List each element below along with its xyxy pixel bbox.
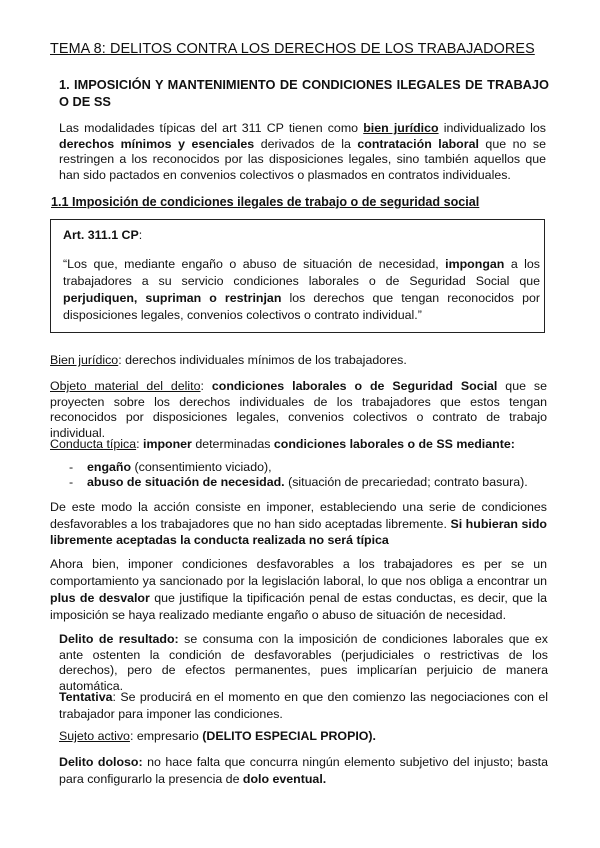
text-run: que justifique la tipificación penal de estas conductas, es decir, que la imposición se haya realizado mediante engaño o abuso de situación de necesidad. [50, 591, 547, 622]
subsection-heading: 1.1 Imposición de condiciones ilegales de trabajo o de seguridad social [51, 195, 480, 209]
text-run: (consentimiento viciado), [131, 460, 272, 474]
text-run: Ahora bien, imponer condiciones desfavorables a los trabajadores es per se un comportamiento ya sancionado por la legislación laboral, lo que nos obliga a encontrar un [50, 557, 547, 588]
text-run: De este modo la acción consiste en imponer, estableciendo una serie de condiciones desfavorables a los trabajadores que no han sido aceptadas libremente. [50, 500, 547, 531]
bold-text: impongan [445, 257, 505, 271]
bold-text: imponer [143, 437, 192, 451]
sujeto-activo-line [59, 729, 548, 745]
bold-text: Delito de resultado: [59, 632, 179, 646]
accion-paragraph [50, 499, 547, 549]
bold-text: bien jurídico [363, 121, 439, 135]
objeto-material-paragraph [50, 379, 547, 441]
bold-text: dolo eventual. [242, 771, 327, 786]
bold-text: plus de desvalor [50, 591, 150, 605]
bold-text: Si hubieran sido libremente aceptadas la conducta realizada no será típica [50, 516, 548, 547]
list-item-text [87, 460, 272, 476]
text-run: determinadas [191, 437, 274, 451]
text-run: los derechos que tengan reconocidos por disposiciones legales, convenios colectivos o contrato individual.” [63, 291, 540, 322]
bold-text: Tentativa [59, 690, 113, 704]
article-box [50, 219, 545, 333]
list-dash: - [69, 460, 74, 474]
term-label: Sujeto activo [59, 729, 130, 743]
term-label: Bien jurídico [50, 353, 119, 367]
bold-text: engaño [87, 460, 132, 474]
delito-doloso-paragraph [59, 754, 548, 787]
text-run: que se proyecten sobre los derechos individuales de los trabajadores que estos tengan reconocidos por disposiciones legales, convenios colectivos o contrato de trabajo individual. [50, 379, 547, 440]
article-ref: Art. 311.1 CP [63, 228, 139, 242]
bold-text: condiciones laborales o de Seguridad Social [211, 379, 498, 393]
bold-text: abuso de situación de necesidad. [87, 475, 285, 489]
text-run: : [138, 228, 143, 242]
bien-juridico-line [50, 353, 550, 369]
text-run: individualizado los [438, 121, 546, 135]
text-run: : derechos individuales mínimos de los trabajadores. [118, 353, 407, 367]
page-title: TEMA 8: DELITOS CONTRA LOS DERECHOS DE LOS TRABAJADORES [50, 41, 535, 57]
article-heading [63, 228, 142, 244]
list-item-text [87, 475, 528, 491]
text-run: : Se producirá en el momento en que den comienzo las negociaciones con el trabajador para imponer las condiciones. [59, 690, 548, 721]
term-label: Conducta típica [50, 437, 137, 451]
term-label: Objeto material del delito [50, 379, 201, 393]
text-run: se consuma con la imposición de condiciones laborales que ex ante ostenten la condición de desfavorables (perjudiciales o restrictivas de los derechos), pero de efectos permanentes, pues implicarían perjuicio de manera automática. [59, 632, 548, 693]
text-run: : [136, 437, 143, 451]
conducta-tipica-line [50, 437, 550, 453]
text-run: que no se restringen a los reconocidos por las disposiciones legales, sino también aquellos que han sido pactados en convenios colectivos o plasmados en contratos individuales. [59, 136, 546, 182]
text-run: derivados de la [254, 136, 358, 151]
article-quote [63, 256, 540, 324]
bold-text: Delito doloso: [59, 755, 143, 769]
bold-text: condiciones laborales o de SS mediante: [273, 437, 515, 451]
text-run: (situación de precariedad; contrato basura). [284, 475, 528, 489]
bold-text: perjudiquen, supriman o restrinjan [63, 291, 282, 305]
text-run: : [200, 379, 212, 393]
text-run: “Los que, mediante engaño o abuso de situación de necesidad, [63, 257, 446, 271]
section-heading: 1. IMPOSICIÓN Y MANTENIMIENTO DE CONDICIONES ILEGALES DE TRABAJO O DE SS [59, 77, 549, 109]
tentativa-paragraph [59, 689, 548, 722]
plus-desvalor-paragraph [50, 556, 547, 624]
bold-text: (DELITO ESPECIAL PROPIO). [202, 729, 376, 743]
text-run: a los trabajadores a su servicio condiciones laborales o de Seguridad Social que [63, 257, 541, 288]
intro-paragraph [59, 121, 546, 183]
text-run: no hace falta que concurra ningún elemento subjetivo del injusto; basta para configurarlo la presencia de [59, 755, 548, 786]
text-run: Las modalidades típicas del art 311 CP tienen como [59, 121, 364, 135]
bold-text: contratación laboral [357, 136, 479, 151]
delito-resultado-paragraph [59, 632, 548, 694]
bold-text: derechos mínimos y esenciales [59, 136, 255, 151]
text-run: : empresario [129, 729, 203, 743]
list-dash: - [69, 475, 74, 489]
